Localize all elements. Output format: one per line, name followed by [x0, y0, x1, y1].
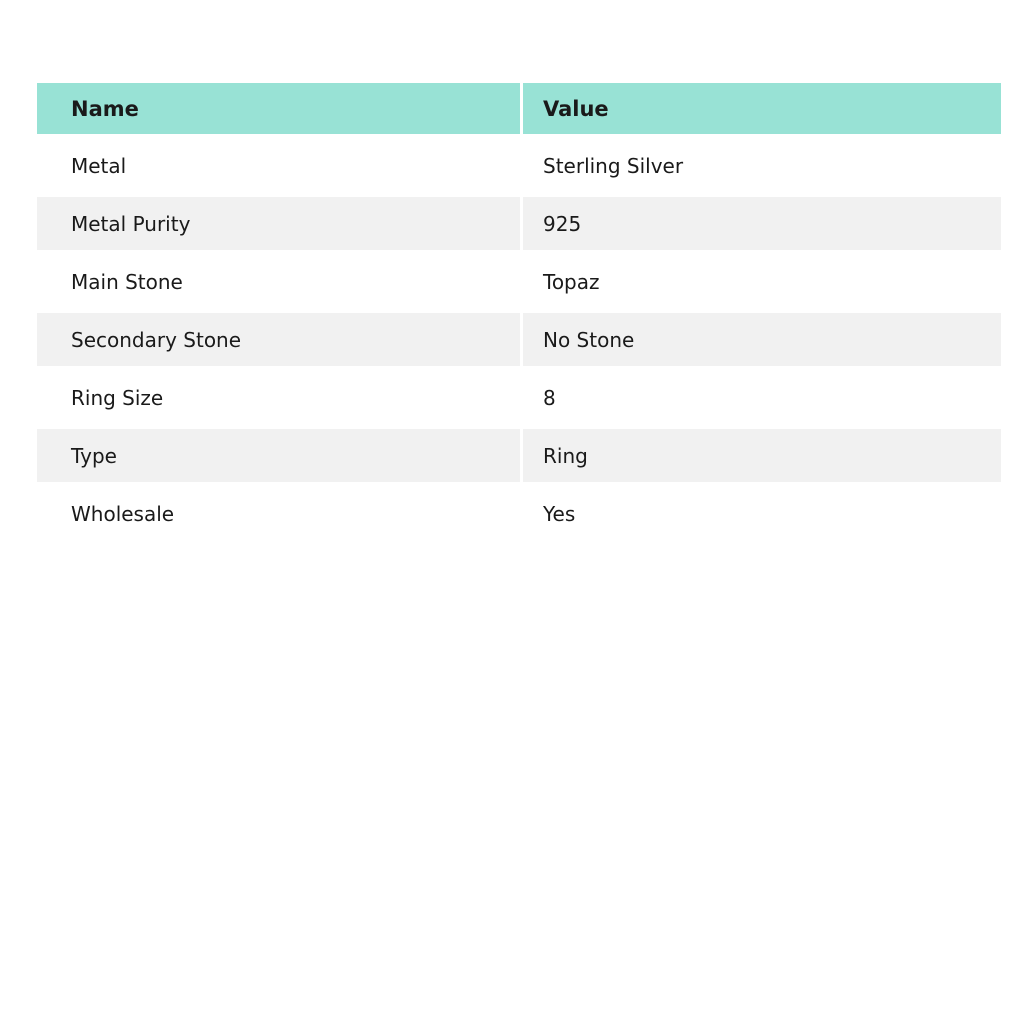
name-cell: Metal Purity [37, 197, 523, 250]
table-header-row [37, 83, 1001, 134]
table-row [37, 308, 1001, 366]
name-cell: Type [37, 429, 523, 482]
table-body [37, 134, 1001, 540]
name-cell: Secondary Stone [37, 313, 523, 366]
table-row [37, 134, 1001, 192]
name-cell: Main Stone [37, 255, 523, 308]
column-header-value: Value [543, 96, 609, 121]
table-row [37, 250, 1001, 308]
table-row [37, 366, 1001, 424]
value-cell: Topaz [543, 269, 600, 294]
table-row [37, 482, 1001, 540]
column-header-name: Name [37, 83, 523, 134]
name-cell: Metal [37, 139, 523, 192]
name-cell: Ring Size [37, 371, 523, 424]
value-cell: Yes [543, 501, 576, 526]
attributes-table [37, 83, 1001, 540]
table-row [37, 424, 1001, 482]
value-cell: 925 [543, 211, 582, 236]
value-cell: No Stone [543, 327, 635, 352]
name-cell: Wholesale [37, 487, 523, 540]
value-cell: Ring [543, 443, 588, 468]
value-cell: Sterling Silver [543, 153, 684, 178]
value-cell: 8 [543, 385, 556, 410]
table-row [37, 192, 1001, 250]
